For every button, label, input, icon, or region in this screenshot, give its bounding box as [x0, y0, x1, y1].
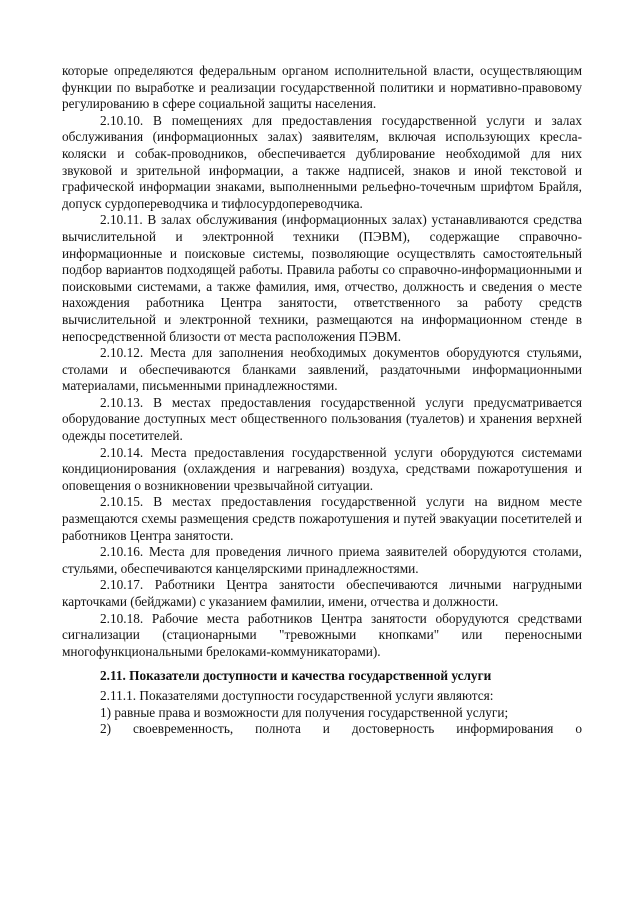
- document-page: [62, 63, 582, 738]
- paragraph-2-10-11: 2.10.11. В залах обслуживания (информационных залах) устанавливаются средства вычислительной и электронной техники (ПЭВМ), содержащие справочно-информационные и поисковые системы, позволяющие осуществлять самостоятельный подбор вариантов подходящей работы. Правила работы со справочно-информационными и поисковыми системами, а также фамилия, имя, отчество, должность и сведения о месте нахождения работника Центра занятости, ответственного за работу средств вычислительной и электронной техники, размещаются на информационном стенде в непосредственной близости от места расположения ПЭВМ.: [62, 212, 582, 344]
- list-item-1: 1) равные права и возможности для получения государственной услуги;: [100, 704, 509, 720]
- paragraph-2-10-10: 2.10.10. В помещениях для предоставления государственной услуги и залах обслуживания (информационных залах) заявителям, включая использующих кресла-коляски и собак-проводников, обеспечивается дублирование необходимой для них звуковой и зрительной информации, а также надписей, знаков и иной текстовой и графической информации знаками, выполненными рельефно-точечным шрифтом Брайля, допуск сурдопереводчика и тифлосурдопереводчика.: [62, 112, 582, 211]
- paragraph-2-11-1: 2.11.1. Показателями доступности государственной услуги являются:: [100, 687, 494, 703]
- list-item-2: 2) своевременность, полнота и достоверность информирования о: [100, 721, 582, 737]
- paragraph-2-10-15: 2.10.15. В местах предоставления государственной услуги на видном месте размещаются схемы размещения средств пожаротушения и путей эвакуации посетителей и работников Центра занятости.: [62, 494, 582, 543]
- paragraph-2-10-18: 2.10.18. Рабочие места работников Центра занятости оборудуются средствами сигнализации (стационарными "тревожными кнопками" или переносными многофункциональными брелоками-коммуникаторами).: [62, 610, 582, 659]
- paragraph-continuation: которые определяются федеральным органом исполнительной власти, осуществляющим функции по выработке и реализации государственной политики и нормативно-правовому регулированию в сфере социальной защиты населения.: [62, 63, 582, 112]
- paragraph-2-10-16: 2.10.16. Места для проведения личного приема заявителей оборудуются столами, стульями, обеспечиваются канцелярскими принадлежностями.: [62, 544, 582, 576]
- paragraph-2-10-12: 2.10.12. Места для заполнения необходимых документов оборудуются стульями, столами и обеспечиваются бланками заявлений, раздаточными информационными материалами, письменными принадлежностями.: [62, 345, 582, 394]
- paragraph-2-10-17: 2.10.17. Работники Центра занятости обеспечиваются личными нагрудными карточками (бейджами) с указанием фамилии, имени, отчества и должности.: [62, 577, 582, 609]
- section-heading-2-11: 2.11. Показатели доступности и качества государственной услуги: [100, 668, 492, 684]
- paragraph-2-10-14: 2.10.14. Места предоставления государственной услуги оборудуются системами кондиционирования (охлаждения и нагревания) воздуха, средствами пожаротушения и оповещения о возникновении чрезвычайной ситуации.: [62, 444, 582, 493]
- paragraph-2-10-13: 2.10.13. В местах предоставления государственной услуги предусматривается оборудование доступных мест общественного пользования (туалетов) и хранения верхней одежды посетителей.: [62, 394, 582, 444]
